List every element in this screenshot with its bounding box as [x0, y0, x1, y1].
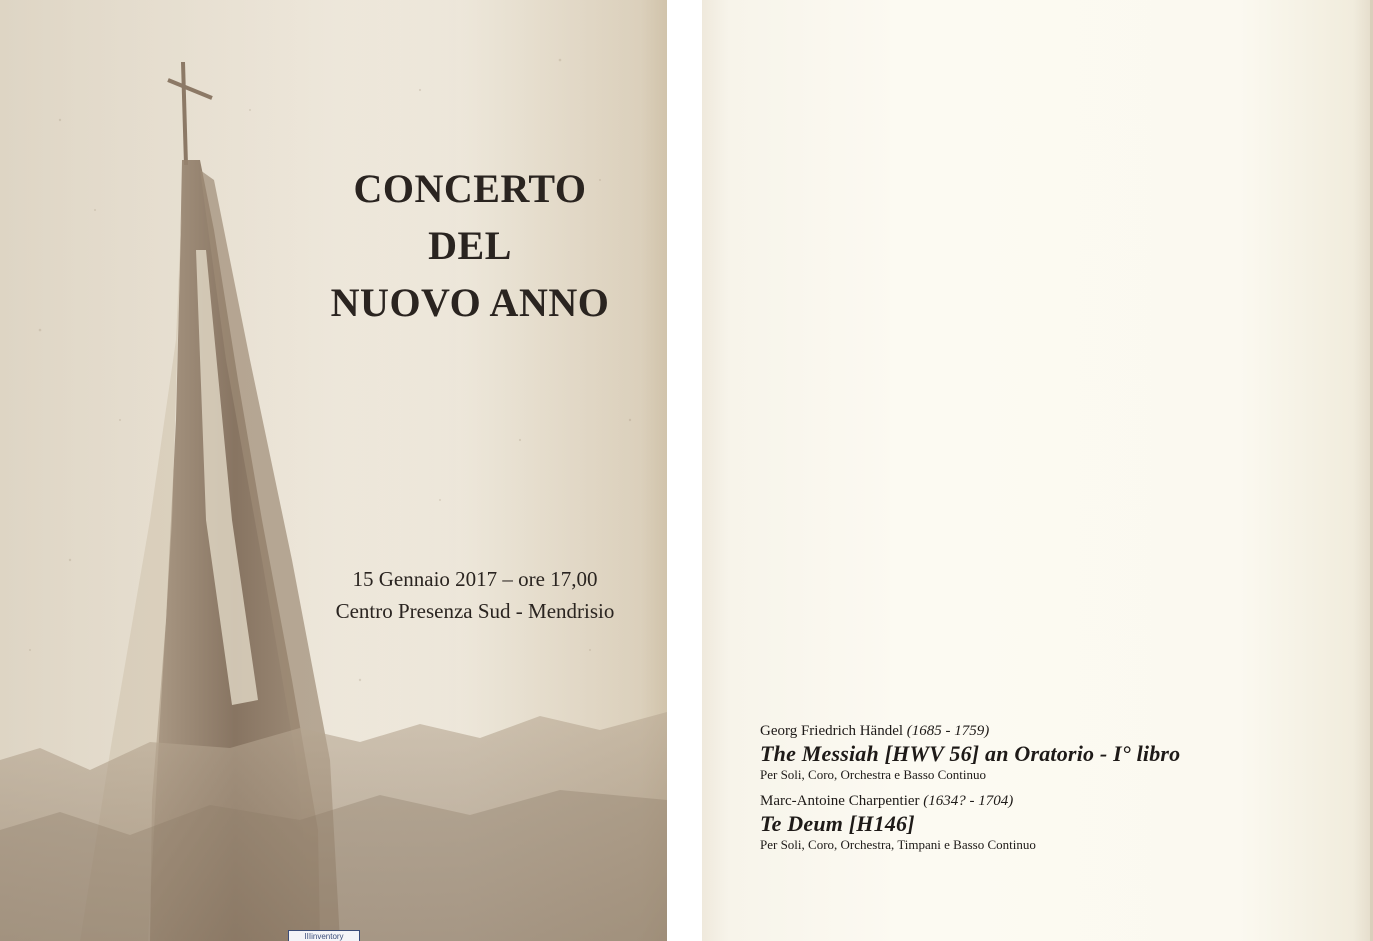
work-forces: Per Soli, Coro, Orchestra e Basso Continuo [760, 767, 987, 782]
concert-info [300, 563, 650, 627]
concert-date-time: 15 Gennaio 2017 – ore 17,00 [352, 567, 598, 591]
composer-name: Marc-Antoine Charpentier [760, 793, 920, 809]
work-title: The Messiah [HWV 56] an Oratorio - I° libro [760, 741, 1181, 766]
inventory-stamp: IIIinventory [288, 930, 360, 941]
composer-line [760, 722, 1360, 741]
composer-dates: (1634? - 1704) [923, 793, 1014, 809]
concert-title [290, 160, 650, 331]
page-gutter [667, 0, 702, 941]
composer-line [760, 792, 1360, 811]
title-line-2: DEL [428, 223, 512, 268]
program-list [760, 722, 1360, 862]
composer-name: Georg Friedrich Händel [760, 723, 904, 739]
bell-tower-photo [0, 0, 667, 941]
cover-page [0, 0, 667, 941]
title-line-3: NUOVO ANNO [330, 280, 610, 325]
concert-venue: Centro Presenza Sud - Mendrisio [335, 599, 615, 623]
program-item [760, 722, 1360, 783]
program-item [760, 792, 1360, 853]
title-line-1: CONCERTO [353, 166, 587, 211]
work-title: Te Deum [H146] [760, 811, 915, 836]
composer-dates: (1685 - 1759) [906, 723, 990, 739]
program-page [702, 0, 1373, 941]
work-forces: Per Soli, Coro, Orchestra, Timpani e Basso Continuo [760, 837, 1036, 852]
